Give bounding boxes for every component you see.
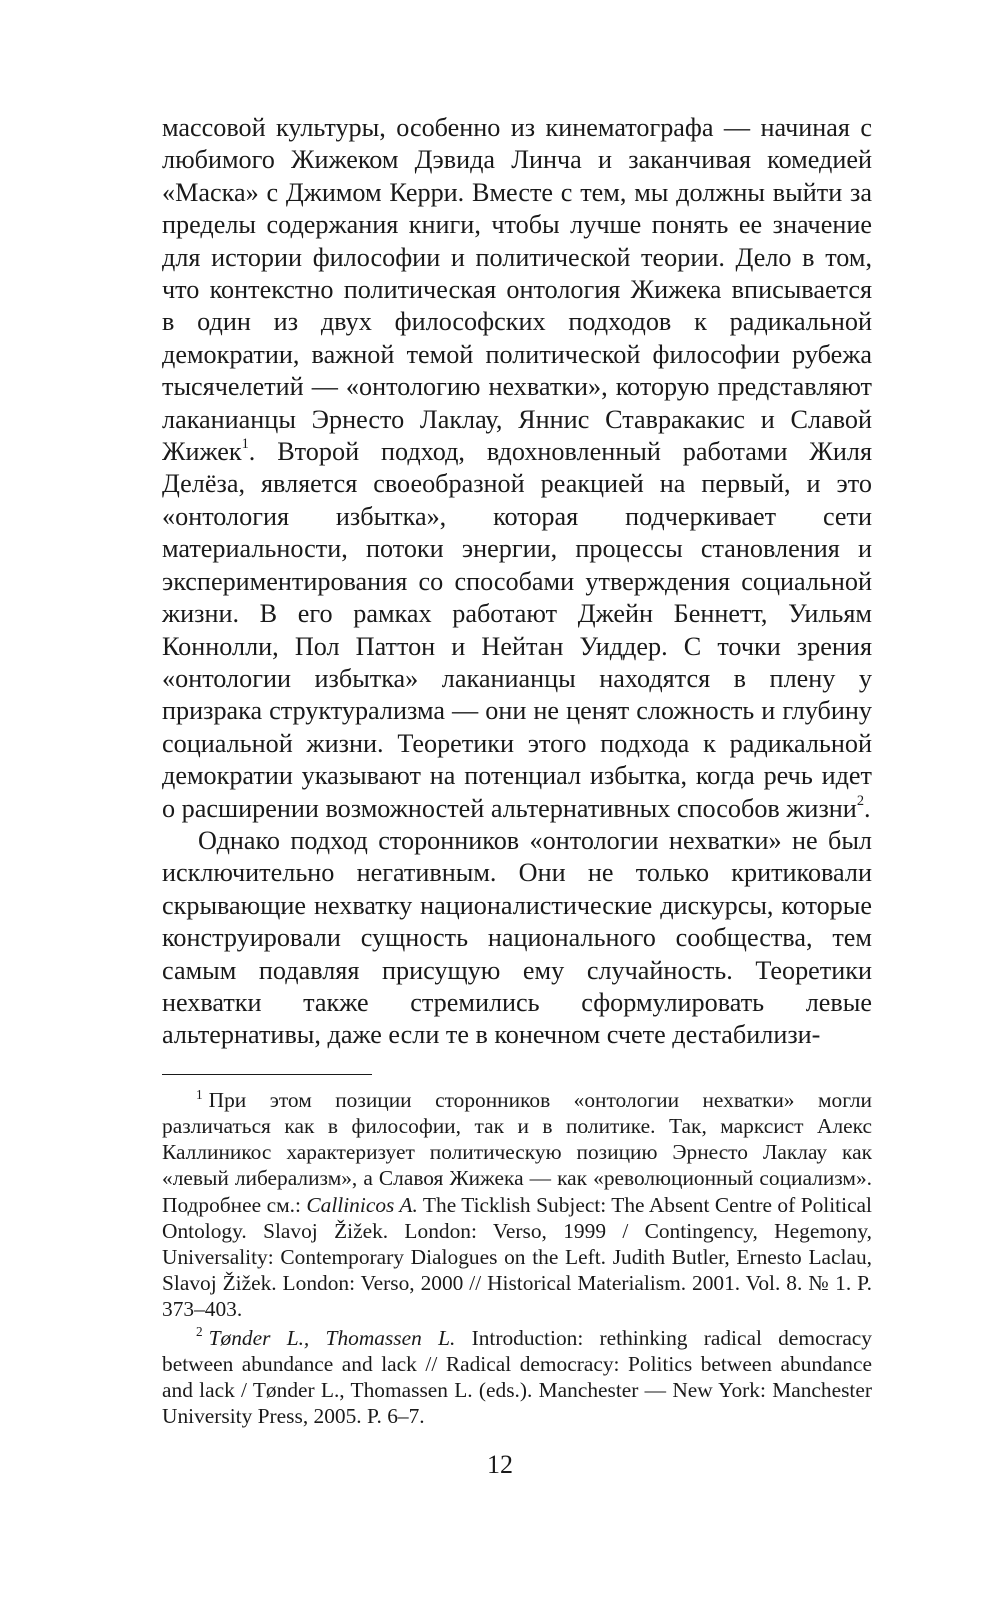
footnote-1-text-after: The Ticklish Subject: The Absent Centre of Political Ontology. Slavoj Žižek. London: Verso, 1999 / Contingency, Hegemony, Universality: Contemporary Dialogues on the Left. Judith Butler, Ernesto Laclau, Slavoj Žižek. London: Verso, 2000 // Historical Materialism. 2001. Vol. 8. № 1. P. 373–403. [162, 1192, 872, 1322]
footnote-1 [162, 1087, 872, 1323]
footnote-1-mark: 1 [196, 1086, 203, 1102]
footnote-2-mark: 2 [196, 1324, 203, 1340]
footnote-2 [162, 1325, 872, 1430]
footnote-ref-2[interactable]: 2 [856, 792, 865, 809]
footnote-2-author: Tønder L., Thomassen L. [208, 1325, 456, 1350]
paragraph-1-text-end: . [864, 793, 871, 823]
paragraph-1-text-after: . Второй подход, вдохновленный работами Жиля Делёза, является своеобразной реакцией на первый, и это «онтология избытка», которая подчеркивает сети материальности, потоки энергии, процессы становления и экспериментирования со способами утверждения социальной жизни. В его рамках работают Джейн Беннетт, Уильям Коннолли, Пол Паттон и Нейтан Уиддер. С точки зрения «онтологии избытка» лаканианцы находятся в плену у призрака структурализма — они не ценят сложность и глубину социальной жизни. Теоретики этого подхода к радикальной демократии указывают на потенциал избытка, когда речь идет о расширении возможностей альтернативных способов жизни [162, 437, 872, 823]
page-content [162, 112, 872, 1429]
paragraph-1 [162, 112, 872, 825]
main-text [162, 112, 872, 1052]
footnotes [162, 1087, 872, 1430]
footnote-1-text-before: При этом позиции сторонников «онтологии нехватки» могли различаться как в философии, так и в политике. Так, марксист Алекс Каллиникос характеризует политическую позицию Эрнесто Лаклау как «левый либерализм», а Славоя Жижека — как «революционный социализм». Подробнее см.: [162, 1087, 872, 1217]
footnote-ref-1[interactable]: 1 [241, 436, 249, 453]
page-number: 12 [487, 1450, 513, 1479]
footnote-divider [162, 1074, 372, 1075]
paragraph-2: Однако подход сторонников «онтологии нехватки» не был исключительно негативным. Они не только критиковали скрывающие нехватку националистические дискурсы, которые конструировали сущность национального сообщества, тем самым подавляя присущую ему случайность. Теоретики нехватки также стремились сформулировать левые альтернативы, даже если те в конечном счете дестабилизи- [162, 825, 872, 1050]
paragraph-1-text: массовой культуры, особенно из кинематографа — начиная с любимого Жижеком Дэвида Линча и заканчивая комедией «Маска» с Джимом Керри. Вместе с тем, мы должны выйти за пределы содержания книги, чтобы лучше понять ее значение для истории философии и политической теории. Дело в том, что контекстно политическая онтология Жижека вписывается в один из двух философских подходов к радикальной демократии, важной темой политической философии рубежа тысячелетий — «онтологию нехватки», которую представляют лаканианцы Эрнесто Лаклау, Яннис Ставракакис и Славой Жижек [162, 113, 872, 467]
footnote-1-author: Callinicos A. [306, 1192, 418, 1217]
footnote-2-text-after: Introduction: rethinking radical democracy between abundance and lack // Radical democracy: Politics between abundance and lack / Tønder L., Thomassen L. (eds.). Manchester — New York: Manchester University Press, 2005. P. 6–7. [162, 1325, 872, 1429]
